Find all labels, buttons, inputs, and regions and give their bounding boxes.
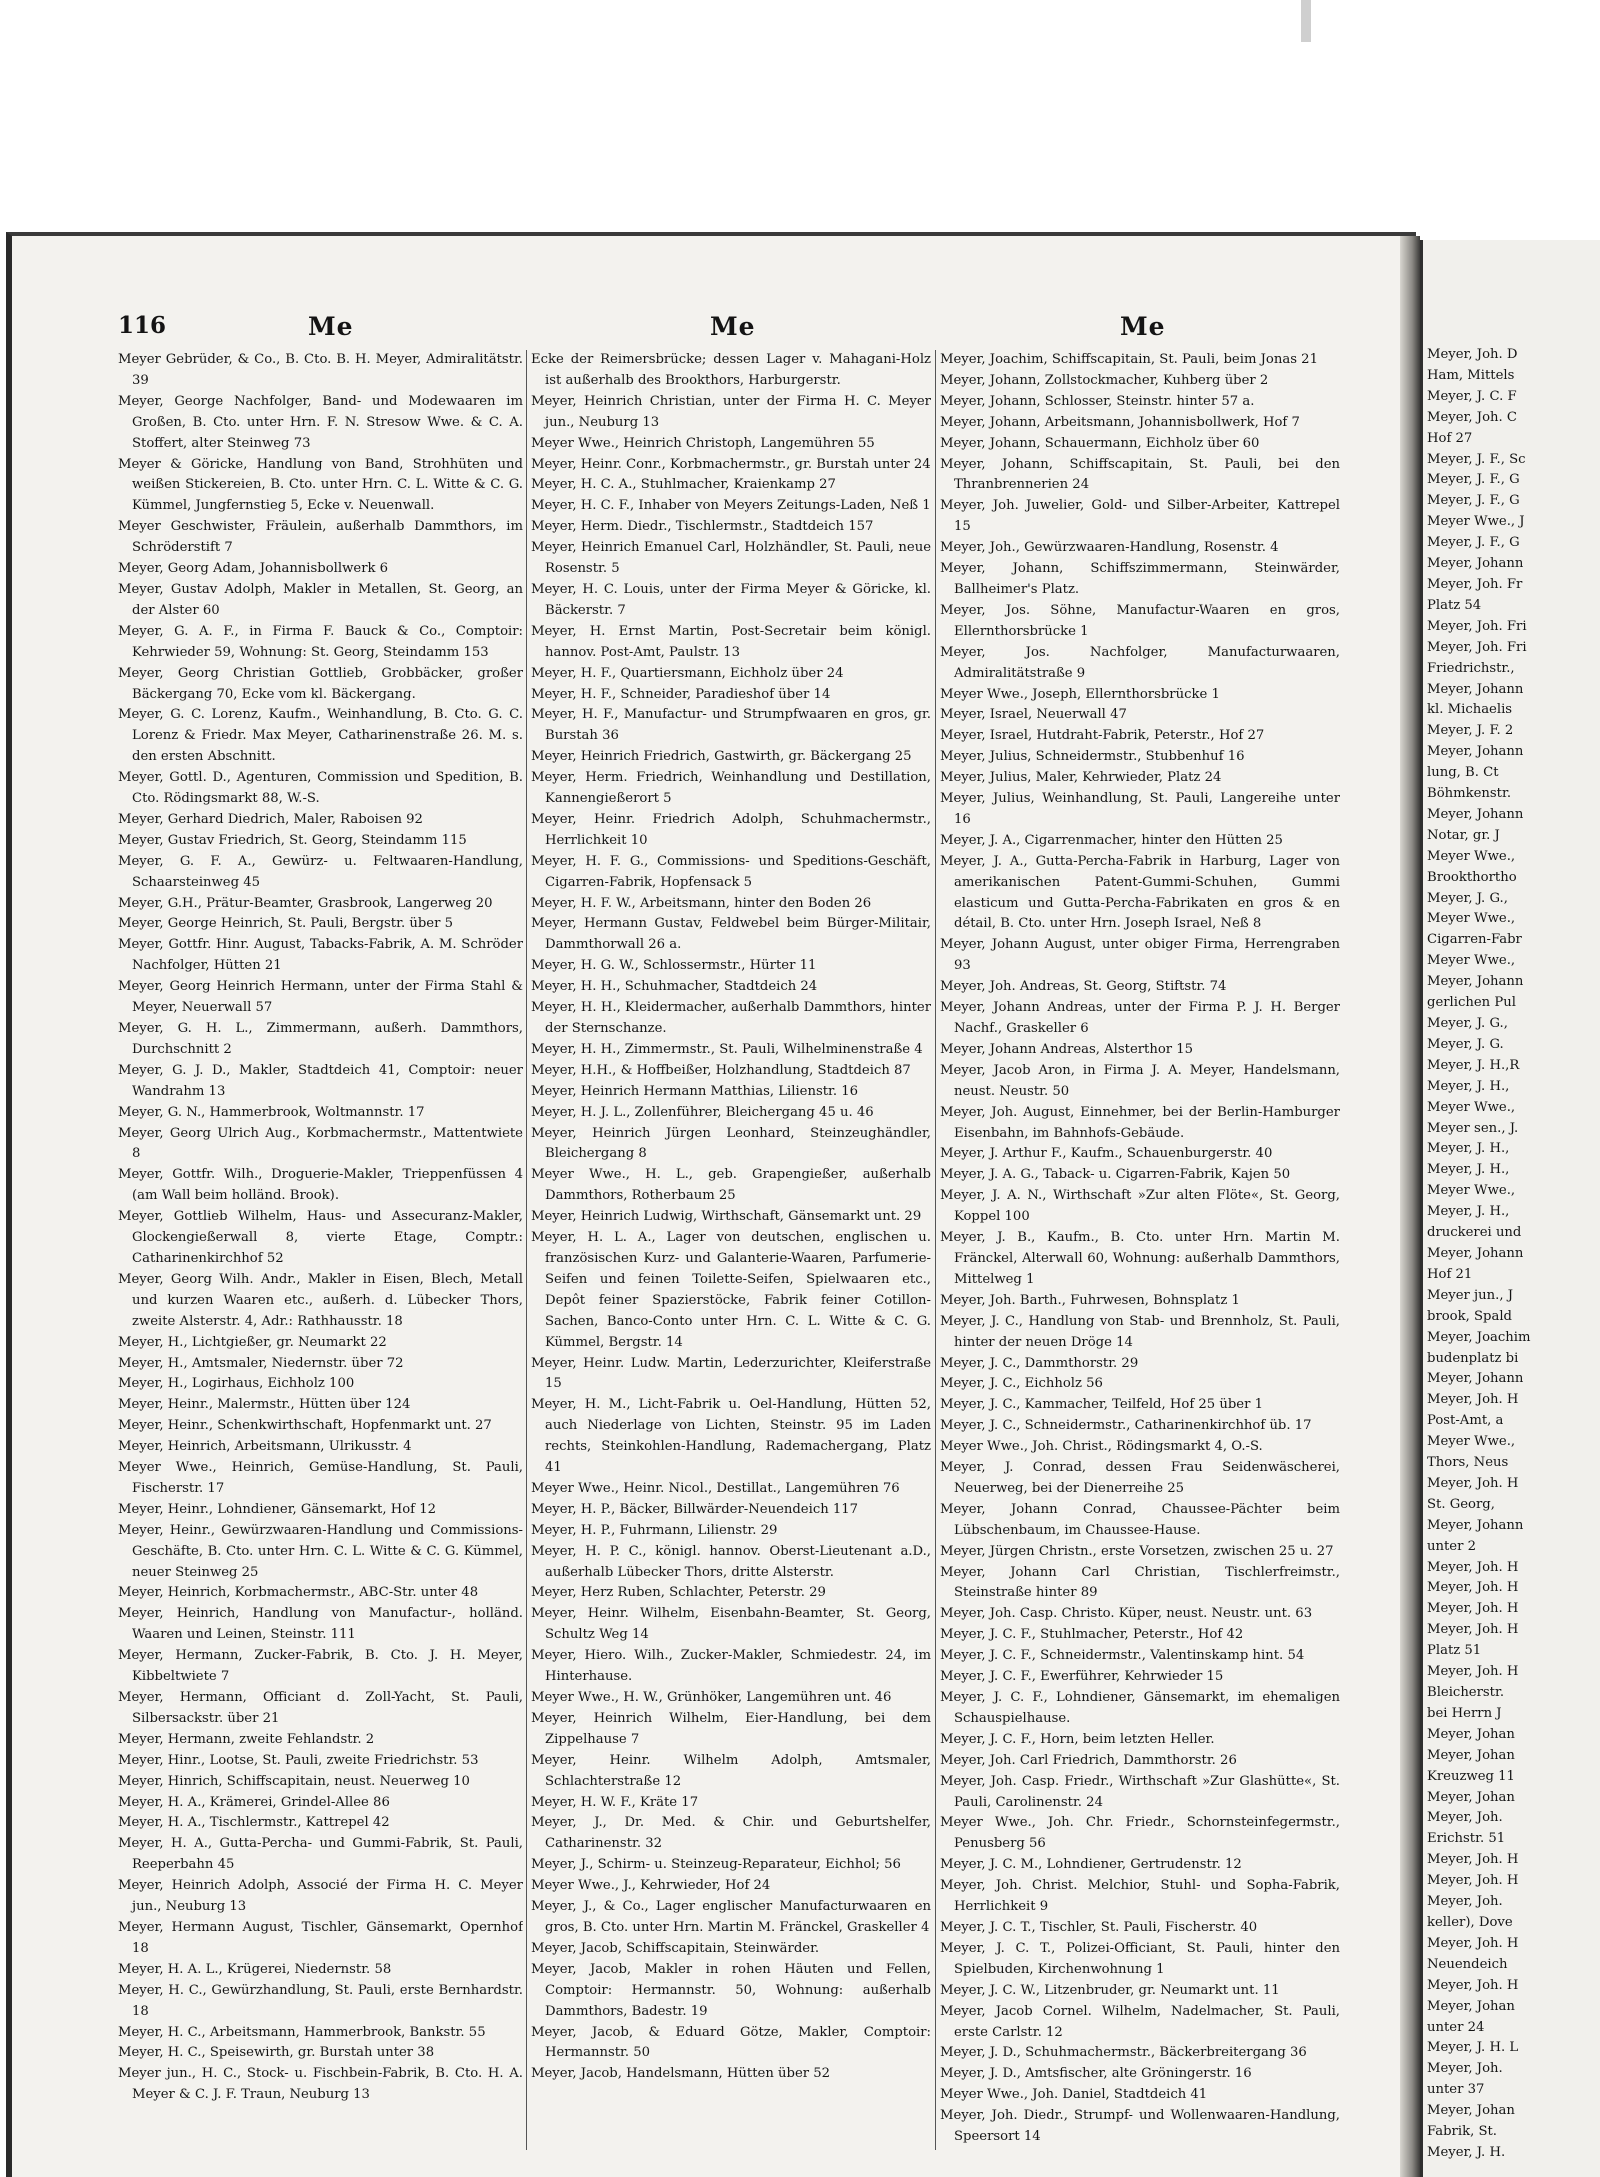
directory-entry: Meyer, J. G., [1427,1016,1508,1031]
directory-entry: Meyer, Heinr., Schenkwirthschaft, Hopfenmarkt unt. 27 [118,1418,492,1434]
directory-entry: Meyer, Joh. [1427,1894,1503,1910]
directory-entry: Meyer, Joh. Juwelier, Gold- und Silber-Arbeiter, Kattrepel 15 [940,498,1340,535]
directory-entry: Meyer, Johann, Schiffscapitain, St. Pauli, bei den Thranbrennerien 24 [940,456,1340,493]
adjacent-page [1420,240,1600,2177]
page-number: 116 [118,312,167,339]
directory-entry: St. Georg, [1427,1496,1495,1512]
directory-entry: unter 37 [1427,2082,1485,2098]
directory-entry: Platz 54 [1427,597,1482,613]
directory-entry: Meyer, J. C., Eichholz 56 [940,1376,1103,1392]
directory-entry: Meyer, J. C. T., Tischler, St. Pauli, Fischerstr. 40 [940,1919,1258,1935]
directory-entry: Meyer, Hermann, Officiant d. Zoll-Yacht, St. Pauli, Silbersackstr. über 21 [118,1690,523,1726]
directory-entry: Meyer, George Heinrich, St. Pauli, Bergstr. über 5 [118,916,453,932]
directory-entry: bei Herrn J [1427,1705,1502,1721]
directory-entry: Meyer Wwe., Heinrich, Gemüse-Handlung, St. Pauli, Fischerstr. 17 [118,1460,523,1496]
directory-entry: Meyer, J. C. F., Schneidermstr., Valentinskamp hint. 54 [940,1648,1305,1664]
directory-entry: Meyer, H. C., Speisewirth, gr. Burstah unter 38 [118,2045,435,2061]
directory-entry: Meyer, Jacob, Schiffscapitain, Steinwärder. [531,1940,820,1956]
directory-entry: Meyer, Heinr. Wilhelm Adolph, Amtsmaler, Schlachterstraße 12 [531,1752,931,1789]
directory-entry: Fabrik, St. [1427,2124,1497,2140]
directory-entry: Meyer sen., J. [1427,1120,1519,1136]
directory-entry: Meyer, Jürgen Christn., erste Vorsetzen, zwischen 25 u. 27 [940,1543,1334,1559]
directory-entry: Meyer, Hermann, Zucker-Fabrik, B. Cto. J. H. Meyer, Kibbeltwiete 7 [118,1648,523,1685]
directory-entry: Meyer, Johann Conrad, Chaussee-Pächter beim Lübschenbaum, im Chaussee-Hause. [940,1501,1340,1538]
directory-entry: Meyer Wwe., Heinrich Christoph, Langemühren 55 [531,435,875,451]
directory-entry: Meyer, Joh. [1427,2061,1503,2077]
directory-entry: Meyer, H. P., Bäcker, Billwärder-Neuendeich 117 [531,1501,859,1517]
directory-entry: Meyer, Heinr., Lohndiener, Gänsemarkt, Hof 12 [118,1501,437,1517]
directory-entry: Meyer, J. G. [1427,1036,1504,1052]
directory-entry: Meyer, Joh. H [1427,1580,1519,1596]
directory-entry: Meyer, H. C. Louis, unter der Firma Meyer & Göricke, kl. Bäckerstr. 7 [531,581,931,618]
directory-entry: Meyer, Joh. H [1427,1622,1519,1638]
directory-entry: Meyer, Hermann August, Tischler, Gänsemarkt, Opernhof 18 [118,1919,523,1956]
directory-entry: Meyer, Hermann Gustav, Feldwebel beim Bürger-Militair, Dammthorwall 26 a. [531,916,931,953]
directory-entry: Meyer, Jacob Cornel. Wilhelm, Nadelmacher, St. Pauli, erste Carlstr. 12 [940,2003,1340,2040]
directory-entry: Meyer, Joh. August, Einnehmer, bei der Berlin-Hamburger Eisenbahn, im Bahnhofs-Gebäude. [940,1104,1340,1141]
directory-entry: Meyer, Julius, Maler, Kehrwieder, Platz 24 [940,770,1222,786]
directory-entry: Meyer, H., Lichtgießer, gr. Neumarkt 22 [118,1334,387,1350]
directory-entry: Meyer, Georg Christian Gottlieb, Grobbäcker, großer Bäckergang 70, Ecke vom kl. Bäckergang. [118,665,523,702]
directory-entry: Meyer, J. C., Kammacher, Teilfeld, Hof 25 über 1 [940,1397,1263,1413]
directory-entry: Meyer, Heinr. Wilhelm, Eisenbahn-Beamter, St. Georg, Schultz Weg 14 [531,1606,931,1643]
directory-entry: keller), Dove [1427,1914,1513,1930]
directory-entry: Meyer, Johann, Schlosser, Steinstr. hinter 57 a. [940,393,1255,409]
directory-entry: Meyer, J. H., [1427,1141,1510,1157]
directory-entry: Meyer, H., Logirhaus, Eichholz 100 [118,1376,355,1392]
directory-entry: Meyer, Heinr., Gewürzwaaren-Handlung und Commissions-Geschäfte, B. Cto. unter Hrn. C. L. Witte & C. G. Kümmel, neuer Steinweg 25 [118,1522,523,1580]
directory-entry: Meyer, J. H. [1427,2144,1506,2160]
directory-entry: Meyer, Johann [1427,806,1524,822]
directory-entry: Meyer, Johann, Schiffszimmermann, Steinwärder, Ballheimer's Platz. [940,561,1340,597]
directory-entry: Meyer, H. C., Arbeitsmann, Hammerbrook, Bankstr. 55 [118,2024,486,2040]
directory-entry: Meyer, Heinr. Conr., Korbmachermstr., gr. Burstah unter 24 [531,456,931,472]
directory-entry: Meyer, H. M., Licht-Fabrik u. Oel-Handlung, Hütten 52, auch Niederlage von Lichten, Steinstr. 95 im Laden rechts, Steinkohlen-Handlung, Rademachergang, Platz 41 [531,1397,931,1476]
directory-entry: Meyer, H. H., Schuhmacher, Stadtdeich 24 [531,979,818,995]
directory-entry: Meyer, Joh. H [1427,1935,1519,1951]
directory-entry: Meyer, H. A., Krämerei, Grindel-Allee 86 [118,1794,390,1810]
directory-entry: Meyer, Gottfr. Hinr. August, Tabacks-Fabrik, A. M. Schröder Nachfolger, Hütten 21 [118,937,523,974]
directory-entry: Meyer, Julius, Weinhandlung, St. Pauli, Langereihe unter 16 [940,791,1340,827]
directory-entry: Meyer, J. Arthur F., Kaufm., Schauenburgerstr. 40 [940,1146,1273,1162]
directory-entry: Meyer, J. D., Amtsfischer, alte Gröningerstr. 16 [940,2066,1252,2082]
directory-entry: Meyer, H. J. L., Zollenführer, Bleichergang 45 u. 46 [531,1104,874,1120]
directory-entry: Meyer, Joh. H [1427,1392,1519,1408]
directory-entry: Meyer, Joh. Fri [1427,618,1527,634]
directory-entry: Meyer, Heinrich, Arbeitsmann, Ulrikusstr. 4 [118,1439,412,1455]
directory-entry: Meyer Wwe., Joseph, Ellernthorsbrücke 1 [940,686,1220,702]
adjacent-page-column [1427,345,1600,2177]
directory-entry: Meyer, Jacob, Makler in rohen Häuten und Fellen, Comptoir: Hermannstr. 50, Wohnung: außerhalb Dammthors, Badestr. 19 [531,1961,931,2019]
scan-background-top [0,0,1600,230]
directory-entry: Meyer, Joh. H [1427,1475,1519,1491]
directory-entry: Meyer, Hinr., Lootse, St. Pauli, zweite Friedrichstr. 53 [118,1752,479,1768]
directory-entry: Meyer, J. C., Handlung von Stab- und Brennholz, St. Pauli, hinter der neuen Dröge 14 [940,1313,1340,1350]
directory-entry: Meyer, Johann, Zollstockmacher, Kuhberg über 2 [940,372,1269,388]
directory-entry: Meyer, J. F., G [1427,472,1520,488]
directory-entry: Meyer, J. F., Sc [1427,451,1526,467]
directory-entry: Meyer, Gottlieb Wilhelm, Haus- und Assecuranz-Makler, Glockengießerwall 8, vierte Etage, Comptr.: Catharinenkirchhof 52 [118,1209,523,1266]
directory-entry: Meyer, Gottl. D., Agenturen, Commission und Spedition, B. Cto. Rödingsmarkt 88, W.-S. [118,770,523,807]
directory-entry: Meyer, Heinr., Malermstr., Hütten über 124 [118,1397,411,1413]
directory-entry: Meyer, Herm. Diedr., Tischlermstr., Stadtdeich 157 [531,519,874,535]
directory-entry: Meyer, H. F. W., Arbeitsmann, hinter den Boden 26 [531,895,872,911]
directory-entry: druckerei und [1427,1225,1522,1241]
directory-entry: Meyer, Johan [1427,1998,1515,2014]
directory-entry: Meyer, Heinrich Adolph, Associé der Firma H. C. Meyer jun., Neuburg 13 [118,1878,523,1915]
directory-entry: Meyer Gebrüder, & Co., B. Cto. B. H. Meyer, Admiralitätstr. 39 [118,352,523,388]
directory-entry: Meyer, Joachim [1427,1329,1531,1345]
directory-entry: Meyer, Heinrich Christian, unter der Firma H. C. Meyer jun., Neuburg 13 [531,393,931,430]
directory-entry: Meyer, J. C. F., Ewerführer, Kehrwieder 15 [940,1669,1224,1685]
directory-entry: Meyer, H. G. W., Schlossermstr., Hürter 11 [531,958,817,974]
directory-entry: Meyer, Joh. Fr [1427,576,1523,592]
directory-entry: Meyer, Joh. C [1427,409,1517,425]
directory-entry: Meyer, H. A., Tischlermstr., Kattrepel 42 [118,1815,390,1831]
scan-edge-mark [1301,0,1311,42]
directory-entry: Meyer, H. F. G., Commissions- und Speditions-Geschäft, Cigarren-Fabrik, Hopfensack 5 [531,853,931,890]
directory-entry: Meyer, Joh. H [1427,1852,1519,1868]
directory-entry: Meyer Wwe., [1427,911,1516,927]
directory-entry: Meyer, J. A. N., Wirthschaft »Zur alten Flöte«, St. Georg, Koppel 100 [940,1188,1340,1225]
directory-entry: Meyer, J. B., Kaufm., B. Cto. unter Hrn. Martin M. Fränckel, Alterwall 60, Wohnung: außerhalb Dammthors, Mittelweg 1 [940,1230,1340,1287]
directory-entry: Meyer, H. C., Gewürzhandlung, St. Pauli, erste Bernhardstr. 18 [118,1982,523,2019]
directory-entry: Meyer, G. A. F., in Firma F. Bauck & Co., Comptoir: Kehrwieder 59, Wohnung: St. Georg, Steindamm 153 [118,623,523,660]
directory-entry: Meyer, Joh. H [1427,1977,1519,1993]
directory-entry: Meyer, J. Conrad, dessen Frau Seidenwäscherei, Neuerweg, bei der Dienerreihe 25 [940,1460,1340,1496]
directory-entry: Meyer Wwe., Joh. Christ., Rödingsmarkt 4, O.-S. [940,1439,1263,1455]
directory-entry: Meyer, H. H., Zimmermstr., St. Pauli, Wilhelminenstraße 4 [531,1041,923,1057]
directory-entry: Meyer, Gottfr. Wilh., Droguerie-Makler, Trieppenfüssen 4 (am Wall beim holländ. Brook). [118,1167,523,1204]
directory-entry: Meyer, Jacob, Handelsmann, Hütten über 52 [531,2066,831,2082]
directory-entry: Meyer, Israel, Hutdraht-Fabrik, Peterstr., Hof 27 [940,728,1265,744]
directory-entry: Meyer, Johann [1427,1245,1524,1261]
directory-entry: Thors, Neus [1427,1455,1509,1471]
directory-entry: Meyer, Gerhard Diedrich, Maler, Raboisen 92 [118,811,423,827]
directory-entry: Meyer, Joh. Diedr., Strumpf- und Wollenwaaren-Handlung, Speersort 14 [940,2108,1340,2145]
directory-entry: Meyer, Joh. H [1427,1873,1519,1889]
directory-entry: Meyer Geschwister, Fräulein, außerhalb Dammthors, im Schröderstift 7 [118,519,523,556]
directory-entry: Meyer, J., Schirm- u. Steinzeug-Reparateur, Eichhol; 56 [531,1857,901,1873]
directory-entry: Meyer, H.H., & Hoffbeißer, Holzhandlung, Stadtdeich 87 [531,1062,911,1078]
directory-entry: Meyer, Johann August, unter obiger Firma, Herrengraben 93 [940,937,1340,974]
directory-entry: Meyer, Joh. Andreas, St. Georg, Stiftstr. 74 [940,979,1227,995]
directory-entry: Meyer, J. A., Gutta-Percha-Fabrik in Harburg, Lager von amerikanischen Patent-Gummi-Schuhen, Gummi elasticum und Gutta-Percha-Fabrikaten en gros & en détail, B. Cto. unter Hrn. Joseph Israel, Neß 8 [940,853,1340,932]
directory-entry: Meyer, H. C. A., Stuhlmacher, Kraienkamp 27 [531,477,836,493]
directory-entry: Meyer, Heinrich Wilhelm, Eier-Handlung, bei dem Zippelhause 7 [531,1710,931,1747]
directory-entry: Meyer, Heinrich Jürgen Leonhard, Steinzeughändler, Bleichergang 8 [531,1125,931,1162]
directory-entry: Meyer, Joh. Christ. Melchior, Stuhl- und Sopha-Fabrik, Herrlichkeit 9 [940,1878,1340,1915]
directory-entry: Meyer, Joh. Casp. Christo. Küper, neust. Neustr. unt. 63 [940,1606,1313,1622]
directory-entry: Meyer, Georg Wilh. Andr., Makler in Eisen, Blech, Metall und kurzen Waaren etc., außerh. d. Lübecker Thors, zweite Alsterstr. 4, Adr.: Rathhausstr. 18 [118,1271,523,1329]
directory-entry: unter 24 [1427,2019,1485,2035]
directory-entry: Meyer, J. F., G [1427,535,1520,551]
directory-entry: Meyer, G.H., Prätur-Beamter, Grasbrook, Langerweg 20 [118,895,493,911]
directory-column-1 [118,350,523,2170]
directory-entry: Kreuzweg 11 [1427,1768,1515,1784]
directory-entry: Meyer, Heinrich Hermann Matthias, Lilienstr. 16 [531,1083,859,1099]
directory-entry: Meyer, Georg Heinrich Hermann, unter der Firma Stahl & Meyer, Neuerwall 57 [118,979,523,1016]
directory-entry: Meyer, H. A., Gutta-Percha- und Gummi-Fabrik, St. Pauli, Reeperbahn 45 [118,1836,523,1873]
directory-entry: Meyer, H. A. L., Krügerei, Niedernstr. 58 [118,1961,392,1977]
directory-entry: Meyer, Joh. [1427,1810,1503,1826]
directory-entry: Meyer, G. J. D., Makler, Stadtdeich 41, Comptoir: neuer Wandrahm 13 [118,1062,523,1099]
directory-entry: Meyer, J. C. T., Polizei-Officiant, St. Pauli, hinter den Spielbuden, Kirchenwohnung 1 [940,1940,1340,1977]
directory-entry: Meyer, H. P., Fuhrmann, Lilienstr. 29 [531,1522,778,1538]
directory-entry: Meyer, Joachim, Schiffscapitain, St. Pauli, beim Jonas 21 [940,352,1318,367]
book-gutter [1400,236,1420,2177]
directory-entry: Meyer, Johann Carl Christian, Tischlerfreimstr., Steinstraße hinter 89 [940,1564,1340,1601]
directory-entry: Böhmkenstr. [1427,786,1512,802]
directory-entry: Meyer, J., & Co., Lager englischer Manufacturwaaren en gros, B. Cto. unter Hrn. Martin M. Fränckel, Graskeller 4 [531,1899,931,1935]
directory-entry: gerlichen Pul [1427,995,1516,1011]
directory-entry: Meyer, Joh. Barth., Fuhrwesen, Bohnsplatz 1 [940,1292,1240,1308]
directory-entry: Meyer, J. A., Cigarrenmacher, hinter den Hütten 25 [940,832,1283,848]
directory-entry: Meyer, J. H., [1427,1204,1510,1220]
directory-entry: Meyer jun., J [1427,1287,1513,1303]
directory-entry: Meyer, H. W. F., Kräte 17 [531,1794,699,1810]
directory-entry: Meyer, Joh. H [1427,1559,1519,1575]
directory-entry: Meyer Wwe., Joh. Chr. Friedr., Schornsteinfegermstr., Penusberg 56 [940,1815,1340,1852]
directory-entry: Meyer, Johan [1427,2103,1515,2119]
directory-entry: Meyer, Johann Andreas, unter der Firma P. J. H. Berger Nachf., Graskeller 6 [940,1000,1340,1036]
directory-entry: Ham, Mittels [1427,367,1515,383]
directory-entry: Meyer, Johann [1427,1517,1524,1533]
directory-entry: Meyer, H. F., Quartiersmann, Eichholz über 24 [531,665,844,681]
directory-entry: Meyer, Gustav Adolph, Makler in Metallen, St. Georg, an der Alster 60 [118,581,523,618]
directory-entry: Meyer, Heinrich Friedrich, Gastwirth, gr. Bäckergang 25 [531,749,912,765]
directory-entry: unter 2 [1427,1538,1476,1554]
directory-entry: Meyer, J. H.,R [1427,1057,1520,1073]
directory-entry: Erichstr. 51 [1427,1831,1506,1847]
directory-entry: Meyer, Jacob, & Eduard Götze, Makler, Comptoir: Hermannstr. 50 [531,2024,931,2061]
directory-entry: Meyer, Hinrich, Schiffscapitain, neust. Neuerweg 10 [118,1773,470,1789]
directory-entry: Meyer, G. H. L., Zimmermann, außerh. Dammthors, Durchschnitt 2 [118,1021,523,1057]
directory-entry: Meyer, Heinrich Emanuel Carl, Holzhändler, St. Pauli, neue Rosenstr. 5 [531,540,931,577]
directory-entry: Hof 21 [1427,1266,1473,1282]
directory-entry: Meyer Wwe., Joh. Daniel, Stadtdeich 41 [940,2087,1208,2103]
directory-entry: Meyer Wwe., [1427,1183,1516,1199]
directory-entry: Meyer, H. F., Manufactur- und Strumpfwaaren en gros, gr. Burstah 36 [531,707,931,744]
directory-entry: Meyer, J. H., [1427,1162,1510,1178]
directory-entry: Meyer, J. D., Schuhmachermstr., Bäckerbreitergang 36 [940,2045,1307,2061]
directory-entry: Meyer, Joh., Gewürzwaaren-Handlung, Rosenstr. 4 [940,540,1279,556]
directory-entry: Meyer, Israel, Neuerwall 47 [940,707,1127,723]
directory-entry: Post-Amt, a [1427,1413,1504,1429]
directory-entry: Meyer, Heinr. Ludw. Martin, Lederzurichter, Kleiferstraße 15 [531,1355,931,1392]
directory-entry: Meyer, H., Amtsmaler, Niedernstr. über 72 [118,1355,404,1371]
directory-entry: Meyer, Georg Adam, Johannisbollwerk 6 [118,561,389,577]
directory-entry: Meyer, Johann, Arbeitsmann, Johannisbollwerk, Hof 7 [940,414,1300,430]
directory-entry: Notar, gr. J [1427,827,1500,843]
directory-entry: Meyer, J. H. L [1427,2040,1519,2056]
directory-entry: Meyer, J. F. 2 [1427,723,1514,739]
directory-entry: Meyer, J. F., G [1427,493,1520,509]
directory-entry: Meyer, Heinrich, Korbmachermstr., ABC-Str. unter 48 [118,1585,479,1601]
directory-entry: Meyer, Johan [1427,1747,1515,1763]
directory-entry: Cigarren-Fabr [1427,932,1522,948]
directory-entry: Meyer Wwe., H. L., geb. Grapengießer, außerhalb Dammthors, Rotherbaum 25 [531,1167,931,1204]
directory-entry: Meyer, Jacob Aron, in Firma J. A. Meyer, Handelsmann, neust. Neustr. 50 [940,1062,1340,1099]
directory-entry: Meyer Wwe., Heinr. Nicol., Destillat., Langemühren 76 [531,1480,900,1496]
directory-column-2 [531,350,931,2170]
directory-entry: Meyer Wwe., [1427,848,1516,864]
directory-entry: Meyer, J. H., [1427,1078,1510,1094]
directory-entry: Meyer, Johann [1427,556,1524,572]
directory-entry: Meyer, George Nachfolger, Band- und Modewaaren im Großen, B. Cto. unter Hrn. F. N. Stresow Wwe. & C. A. Stoffert, alter Steinweg 73 [118,393,523,451]
directory-entry: kl. Michaelis [1427,702,1513,718]
directory-entry: Meyer, Joh. H [1427,1601,1519,1617]
directory-entry: Meyer, Johann [1427,1371,1524,1387]
column-rule [935,350,936,2150]
directory-entry: Meyer, J. C. F., Horn, beim letzten Heller. [940,1731,1215,1747]
directory-entry: Hof 27 [1427,430,1473,446]
directory-entry: Bleicherstr. [1427,1685,1505,1700]
directory-entry: Meyer, J. C. F [1427,388,1517,404]
directory-entry: Meyer, Hiero. Wilh., Zucker-Makler, Schmiedestr. 24, im Hinterhause. [531,1648,931,1685]
directory-entry: Meyer, Gustav Friedrich, St. Georg, Steindamm 115 [118,832,467,848]
directory-entry: Meyer, Joh. Casp. Friedr., Wirthschaft »Zur Glashütte«, St. Pauli, Carolinenstr. 24 [940,1773,1340,1810]
directory-entry: Meyer, Johann [1427,974,1524,990]
directory-entry: Meyer, H. Ernst Martin, Post-Secretair beim königl. hannov. Post-Amt, Paulstr. 13 [531,623,931,660]
directory-entry: Meyer, H. L. A., Lager von deutschen, englischen u. französischen Kurz- und Galanterie-Waaren, Parfumerie-Seifen und feinen Toilette-Seifen, Spielwaaren etc., Depôt feiner Spazierstöcke, Fabrik feiner Cotillon-Sachen, Banco-Conto unter Hrn. C. L. Witte & C. G. Kümmel, Bergstr. 14 [531,1230,931,1350]
directory-entry: Meyer Wwe., H. W., Grünhöker, Langemühren unt. 46 [531,1690,892,1705]
directory-entry: Meyer, Herm. Friedrich, Weinhandlung und Destillation, Kannengießerort 5 [531,770,931,807]
directory-entry: Meyer, Johann [1427,681,1524,697]
directory-entry: Meyer, J. C. M., Lohndiener, Gertrudenstr. 12 [940,1857,1242,1873]
directory-entry: Meyer, Johan [1427,1726,1515,1742]
directory-entry: Meyer, Julius, Schneidermstr., Stubbenhuf 16 [940,749,1245,765]
directory-entry: Meyer, Joh. Fri [1427,639,1527,655]
directory-entry: Meyer Wwe., J [1427,514,1525,530]
directory-entry: Meyer, Joh. H [1427,1664,1519,1680]
directory-entry: Meyer, Johann Andreas, Alsterthor 15 [940,1041,1194,1057]
directory-entry: Meyer, Johan [1427,1789,1515,1805]
directory-entry: Meyer, J. G., [1427,890,1508,906]
directory-entry: Friedrichstr., [1427,660,1515,676]
running-head-right: Me [1120,312,1166,341]
directory-entry: Meyer, Johann, Schauermann, Eichholz über 60 [940,435,1260,451]
directory-entry: Meyer, G. N., Hammerbrook, Woltmannstr. 17 [118,1104,425,1120]
directory-entry: Meyer Wwe., [1427,953,1516,969]
directory-entry: Meyer, J. C. F., Stuhlmacher, Peterstr., Hof 42 [940,1627,1244,1643]
directory-entry: Meyer, G. C. Lorenz, Kaufm., Weinhandlung, B. Cto. G. C. Lorenz & Friedr. Max Meyer, Catharinenstraße 26. M. s. den ersten Abschnitt. [118,707,523,765]
directory-entry: Meyer, Johann [1427,744,1524,760]
directory-entry: Meyer, Georg Ulrich Aug., Korbmachermstr., Mattentwiete 8 [118,1125,523,1162]
directory-entry: Meyer, J. C. F., Lohndiener, Gänsemarkt, im ehemaligen Schauspielhause. [940,1690,1340,1726]
directory-entry: lung, B. Ct [1427,765,1499,781]
directory-entry: Meyer, J., Dr. Med. & Chir. und Geburtshelfer, Catharinenstr. 32 [531,1815,931,1852]
directory-entry: Meyer, H. P. C., königl. hannov. Oberst-Lieutenant a.D., außerhalb Lübecker Thors, dritte Alsterstr. [531,1543,931,1580]
directory-entry: Brookthortho [1427,869,1517,885]
directory-entry: budenplatz bi [1427,1350,1519,1366]
directory-entry: Meyer, Jos. Nachfolger, Manufacturwaaren, Admiralitätstraße 9 [940,644,1340,681]
running-head-center: Me [710,312,756,341]
directory-entry: Meyer, Herz Ruben, Schlachter, Peterstr. 29 [531,1585,826,1601]
directory-entry: Neuendeich [1427,1956,1508,1972]
directory-entry: Meyer, Joh. D [1427,347,1518,362]
column-rule [526,350,527,2150]
directory-entry: Meyer, Heinr. Friedrich Adolph, Schuhmachermstr., Herrlichkeit 10 [531,811,931,848]
directory-entry: Meyer, H. F., Schneider, Paradieshof über 14 [531,686,831,702]
directory-entry: Meyer & Göricke, Handlung von Band, Strohhüten und weißen Stickereien, B. Cto. unter Hrn. C. L. Witte & C. G. Kümmel, Jungfernstieg 5, Ecke v. Neuenwall. [118,456,523,514]
directory-entry: Meyer, H. H., Kleidermacher, außerhalb Dammthors, hinter der Sternschanze. [531,1000,931,1036]
page-header [118,312,1398,348]
directory-entry: Meyer Wwe., [1427,1099,1516,1115]
directory-entry: Meyer, Jos. Söhne, Manufactur-Waaren en gros, Ellernthorsbrücke 1 [940,602,1340,639]
directory-entry: brook, Spald [1427,1308,1512,1324]
directory-entry: Meyer jun., H. C., Stock- u. Fischbein-Fabrik, B. Cto. H. A. Meyer & C. J. F. Traun, Neuburg 13 [118,2066,523,2103]
directory-entry: Meyer, J. C. W., Litzenbruder, gr. Neumarkt unt. 11 [940,1982,1280,1998]
directory-column-3 [940,350,1340,2170]
directory-entry: Ecke der Reimersbrücke; dessen Lager v. Mahagani-Holz ist außerhalb des Brookthors, Harburgerstr. [531,352,931,388]
directory-entry: Meyer, Hermann, zweite Fehlandstr. 2 [118,1731,375,1747]
directory-entry: Meyer, J. A. G., Taback- u. Cigarren-Fabrik, Kajen 50 [940,1167,1291,1183]
directory-entry: Meyer, Heinrich Ludwig, Wirthschaft, Gänsemarkt unt. 29 [531,1209,922,1225]
directory-entry: Platz 51 [1427,1643,1482,1659]
directory-entry: Meyer, Joh. Carl Friedrich, Dammthorstr. 26 [940,1752,1237,1768]
directory-entry: Meyer, H. C. F., Inhaber von Meyers Zeitungs-Laden, Neß 1 [531,498,931,514]
directory-entry: Meyer, J. C., Dammthorstr. 29 [940,1355,1139,1371]
directory-entry: Meyer Wwe., [1427,1434,1516,1450]
directory-entry: Meyer, G. F. A., Gewürz- u. Feltwaaren-Handlung, Schaarsteinweg 45 [118,853,523,890]
directory-entry: Meyer, Heinrich, Handlung von Manufactur-, holländ. Waaren und Leinen, Steinstr. 111 [118,1606,523,1643]
directory-entry: Meyer Wwe., J., Kehrwieder, Hof 24 [531,1878,771,1894]
running-head-left: Me [308,312,354,341]
directory-entry: Meyer, J. C., Schneidermstr., Catharinenkirchhof üb. 17 [940,1418,1312,1434]
